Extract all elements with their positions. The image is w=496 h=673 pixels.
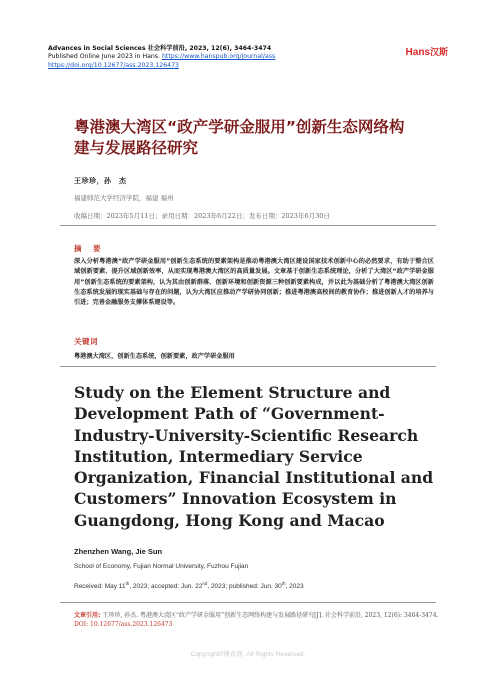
copyright-watermark: Copyright©博看网. All Rights Reserved. [190,651,306,658]
english-affiliation: School of Economy, Fujian Normal University, Fuzhou Fujian [74,563,249,570]
published-date: , 2023; published: Jun. 30 [207,583,282,591]
keywords-heading: 关键词 [74,337,98,346]
received-date: Received: May 11 [74,583,126,591]
divider [60,602,436,603]
divider [60,366,436,367]
year-text: , 2023 [285,583,304,591]
logo-text: Hans [405,47,430,58]
journal-header [48,45,458,70]
chinese-authors: 王珍珍，孙 杰 [74,177,127,185]
citation-text: 王珍珍, 孙杰. 粤港澳大湾区“政产学研金服用”创新生态网络构建与发展路径研究[J]. 社会科学前沿, 2023, 12(6): 3464-3474. [100,612,439,619]
logo-cn-text: 汉斯 [429,47,448,57]
journal-link[interactable]: https://www.hanspub.org/journal/ass [161,53,276,61]
abstract-heading: 摘 要 [74,244,103,253]
hans-logo [406,45,448,58]
publication-line [48,53,458,61]
chinese-abstract: 深入分析粤港澳“政产学研金服用”创新生态系统的要素架构是推动粤港澳大湾区建设国家技术创新中心的必然要求，有助于整合区域创新要素、提升区域创新效率，从而实现粤港澳大湾区的高质量发展。文章基于创新生态系统理论，分析了大湾区“政产学研金服用”创新生态系统的要素架构，认为其由创新群落、创新环境和创新资源三种创新要素构成，并以此为基础分析了粤港澳大湾区创新生态系统发展的现实基础与存在的问题，认为大湾区应推动产学研协同创新；推进粤港澳高校间的教育协作；推进创新人才的培养与引进；完善金融服务支撑体系建设等。 [74,258,434,307]
published-suffix: th [281,581,286,586]
citation-doi[interactable]: DOI: 10.12677/ass.2023.126473 [74,621,173,628]
doi-link[interactable]: https://doi.org/10.12677/ass.2023.126473 [48,61,179,69]
english-dates [74,581,304,590]
chinese-title: 粤港澳大湾区“政产学研金服用”创新生态网络构建与发展路径研究 [74,118,405,157]
received-suffix: th [125,581,130,586]
chinese-affiliation: 福建师范大学经济学院，福建 福州 [74,194,174,202]
accepted-suffix: nd [202,581,208,586]
citation [74,611,439,629]
citation-label: 文章引用: [74,612,101,619]
chinese-keywords: 粤港澳大湾区，创新生态系统，创新要素，政产学研金服用 [74,353,235,360]
divider [60,225,436,226]
english-title: Study on the Element Structure and Development Path of “Government-Industry-University-Scientific Research Institution, Intermediary Service Organization, Financial Institutional and Customers” Innovation Ecosystem in Guangdong, Hong Kong and Macao [74,383,434,530]
journal-name: Advances in Social Sciences 社会科学前沿, 2023, 12(6), 3464-3474 [48,45,272,52]
english-authors: Zhenzhen Wang, Jie Sun [74,547,163,556]
accepted-date: , 2023; accepted: Jun. 22 [129,583,203,591]
published-prefix: Published Online June 2023 in Hans. [48,53,162,61]
chinese-dates: 收稿日期：2023年5月11日；录用日期：2023年6月22日；发布日期：2023年6月30日 [74,212,330,220]
